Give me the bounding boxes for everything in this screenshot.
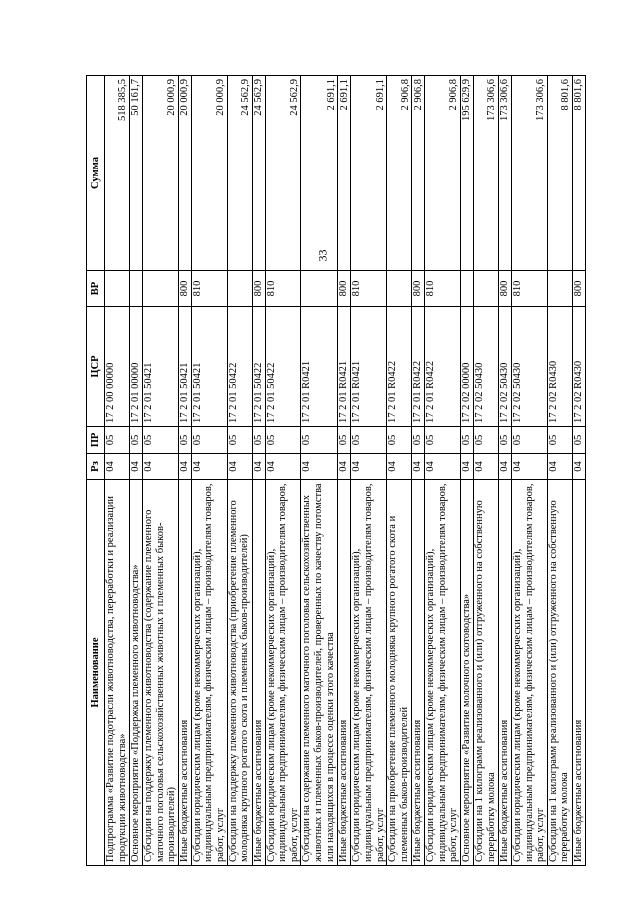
cell-sum: 2 906,8 (425, 76, 461, 271)
cell-vr (547, 271, 572, 307)
cell-vr (130, 271, 143, 307)
cell-csr: 17 2 01 R0421 (351, 307, 387, 427)
cell-name: Иные бюджетные ассигнования (252, 480, 265, 866)
cell-csr: 17 2 01 50422 (252, 307, 265, 427)
cell-rz: 04 (351, 454, 387, 480)
cell-name: Субсидии юридическим лицам (кроме некоммерческих организаций), индивидуальным предпринимателям, физическим лицам – производителям товаров, работ, услуг (265, 480, 301, 866)
table-row (460, 76, 473, 866)
table-row (227, 76, 252, 866)
table-row (143, 76, 179, 866)
cell-sum: 195 629,9 (460, 76, 473, 271)
cell-sum: 2 691,1 (301, 76, 338, 271)
budget-table (86, 75, 586, 866)
cell-sum: 24 562,9 (227, 76, 252, 271)
cell-sum: 173 306,6 (498, 76, 511, 271)
cell-pr: 05 (338, 427, 351, 454)
table-row (178, 76, 191, 866)
cell-sum: 2 691,1 (338, 76, 351, 271)
cell-csr: 17 2 01 R0422 (387, 307, 412, 427)
cell-csr: 17 2 01 R0422 (425, 307, 461, 427)
cell-rz: 04 (511, 454, 547, 480)
cell-vr: 800 (498, 271, 511, 307)
cell-name: Субсидии на приобретение племенного молодняка крупного рогатого скота и племенных быков-производителей (387, 480, 412, 866)
cell-name: Иные бюджетные ассигнования (572, 480, 585, 866)
cell-name: Иные бюджетные ассигнования (498, 480, 511, 866)
cell-rz: 04 (178, 454, 191, 480)
cell-pr: 05 (105, 427, 130, 454)
cell-vr: 810 (265, 271, 301, 307)
cell-name: Иные бюджетные ассигнования (412, 480, 425, 866)
table-row (252, 76, 265, 866)
cell-sum: 2 906,8 (387, 76, 412, 271)
cell-name: Субсидии юридическим лицам (кроме некоммерческих организаций), индивидуальным предпринимателям, физическим лицам – производителям товаров, работ, услуг (425, 480, 461, 866)
header-sum: Сумма (87, 76, 105, 271)
table-header-row (87, 76, 105, 866)
cell-pr: 05 (143, 427, 179, 454)
cell-csr: 17 2 01 50421 (143, 307, 179, 427)
cell-rz: 04 (301, 454, 338, 480)
cell-csr: 17 2 01 50422 (227, 307, 252, 427)
cell-rz: 04 (425, 454, 461, 480)
header-vr: ВР (87, 271, 105, 307)
cell-csr: 17 2 01 50421 (178, 307, 191, 427)
cell-rz: 04 (547, 454, 572, 480)
cell-csr: 17 2 00 00000 (105, 307, 130, 427)
cell-pr: 05 (425, 427, 461, 454)
cell-name: Субсидии на 1 килограмм реализованного и (или) отгруженного на собственную переработку молока (547, 480, 572, 866)
table-row (191, 76, 227, 866)
cell-sum: 24 562,9 (252, 76, 265, 271)
cell-rz: 04 (227, 454, 252, 480)
cell-csr: 17 2 01 R0422 (412, 307, 425, 427)
cell-name: Субсидии на 1 килограмм реализованного и (или) отгруженного на собственную переработку молока (473, 480, 498, 866)
cell-pr: 05 (511, 427, 547, 454)
cell-pr: 05 (351, 427, 387, 454)
table-row (265, 76, 301, 866)
cell-sum: 20 000,9 (178, 76, 191, 271)
cell-rz: 04 (460, 454, 473, 480)
table-row (301, 76, 338, 866)
cell-name: Иные бюджетные ассигнования (178, 480, 191, 866)
cell-vr: 800 (252, 271, 265, 307)
cell-csr: 17 2 02 R0430 (572, 307, 585, 427)
cell-pr: 05 (498, 427, 511, 454)
cell-sum: 20 000,9 (143, 76, 179, 271)
cell-pr: 05 (252, 427, 265, 454)
cell-name: Субсидии на поддержку племенного животноводства (приобретение племенного молодняка крупного рогатого скота и племенных быков-производителей) (227, 480, 252, 866)
cell-pr: 05 (130, 427, 143, 454)
cell-sum: 518 385,5 (105, 76, 130, 271)
cell-name: Субсидии на содержание племенного маточного поголовья сельскохозяйственных животных и племенных быков-производителей, проверенных по качеству потомства или находящихся в процессе оценки этого качества (301, 480, 338, 866)
cell-sum: 2 691,1 (351, 76, 387, 271)
cell-vr: 810 (191, 271, 227, 307)
cell-vr: 810 (425, 271, 461, 307)
cell-sum: 8 801,6 (547, 76, 572, 271)
table-body (105, 76, 586, 866)
cell-pr: 05 (572, 427, 585, 454)
table-row (572, 76, 585, 866)
table-row (511, 76, 547, 866)
cell-csr: 17 2 01 00000 (130, 307, 143, 427)
cell-csr: 17 2 01 50421 (191, 307, 227, 427)
cell-rz: 04 (105, 454, 130, 480)
cell-pr: 05 (191, 427, 227, 454)
table-row (351, 76, 387, 866)
table-row (425, 76, 461, 866)
budget-table-container (86, 76, 640, 866)
cell-sum: 50 161,7 (130, 76, 143, 271)
cell-vr (387, 271, 412, 307)
cell-pr: 05 (473, 427, 498, 454)
cell-rz: 04 (338, 454, 351, 480)
cell-name: Субсидии юридическим лицам (кроме некоммерческих организаций), индивидуальным предпринимателям, физическим лицам – производителям товаров, работ, услуг (191, 480, 227, 866)
cell-vr (473, 271, 498, 307)
cell-rz: 04 (252, 454, 265, 480)
cell-rz: 04 (265, 454, 301, 480)
table-row (498, 76, 511, 866)
cell-rz: 04 (143, 454, 179, 480)
cell-pr: 05 (227, 427, 252, 454)
header-name: Наименование (87, 480, 105, 866)
table-row (412, 76, 425, 866)
cell-rz: 04 (473, 454, 498, 480)
cell-pr: 05 (387, 427, 412, 454)
page-number: 33 (315, 249, 330, 262)
cell-rz: 04 (412, 454, 425, 480)
cell-vr: 810 (511, 271, 547, 307)
cell-csr: 17 2 02 00000 (460, 307, 473, 427)
header-rz: Рз (87, 454, 105, 480)
cell-csr: 17 2 02 R0430 (547, 307, 572, 427)
cell-rz: 04 (130, 454, 143, 480)
cell-vr: 800 (412, 271, 425, 307)
cell-rz: 04 (498, 454, 511, 480)
cell-csr: 17 2 01 R0421 (338, 307, 351, 427)
cell-csr: 17 2 01 50422 (265, 307, 301, 427)
cell-csr: 17 2 02 50430 (473, 307, 498, 427)
cell-sum: 20 000,9 (191, 76, 227, 271)
cell-csr: 17 2 02 50430 (498, 307, 511, 427)
cell-sum: 8 801,6 (572, 76, 585, 271)
cell-name: Субсидии юридическим лицам (кроме некоммерческих организаций), индивидуальным предпринимателям, физическим лицам – производителям товаров, работ, услуг (351, 480, 387, 866)
cell-name: Подпрограмма «Развитие подотрасли животноводства, переработки и реализации продукции животноводства» (105, 480, 130, 866)
header-pr: ПР (87, 427, 105, 454)
cell-vr: 800 (338, 271, 351, 307)
table-row (387, 76, 412, 866)
cell-pr: 05 (265, 427, 301, 454)
table-row (338, 76, 351, 866)
cell-vr: 800 (178, 271, 191, 307)
cell-pr: 05 (412, 427, 425, 454)
cell-name: Основное мероприятие «Развитие молочного скотоводства» (460, 480, 473, 866)
cell-vr: 800 (572, 271, 585, 307)
cell-vr: 810 (351, 271, 387, 307)
cell-pr: 05 (178, 427, 191, 454)
cell-vr (460, 271, 473, 307)
cell-name: Иные бюджетные ассигнования (338, 480, 351, 866)
table-row (547, 76, 572, 866)
cell-vr (227, 271, 252, 307)
cell-rz: 04 (572, 454, 585, 480)
cell-sum: 173 306,6 (511, 76, 547, 271)
table-row (105, 76, 130, 866)
table-row (473, 76, 498, 866)
cell-sum: 2 906,8 (412, 76, 425, 271)
cell-sum: 24 562,9 (265, 76, 301, 271)
table-row (130, 76, 143, 866)
cell-vr (143, 271, 179, 307)
header-csr: ЦСР (87, 307, 105, 427)
cell-csr: 17 2 01 R0421 (301, 307, 338, 427)
cell-pr: 05 (547, 427, 572, 454)
cell-rz: 04 (191, 454, 227, 480)
cell-csr: 17 2 02 50430 (511, 307, 547, 427)
cell-name: Субсидии на поддержку племенного животноводства (содержание племенного маточного поголовья сельскохозяйственных животных и племенных быков-производителей) (143, 480, 179, 866)
cell-sum: 173 306,6 (473, 76, 498, 271)
cell-pr: 05 (301, 427, 338, 454)
cell-pr: 05 (460, 427, 473, 454)
cell-name: Субсидии юридическим лицам (кроме некоммерческих организаций), индивидуальным предпринимателям, физическим лицам – производителям товаров, работ, услуг (511, 480, 547, 866)
cell-vr (105, 271, 130, 307)
cell-name: Основное мероприятие «Поддержка племенного животноводства» (130, 480, 143, 866)
cell-vr (301, 271, 338, 307)
cell-rz: 04 (387, 454, 412, 480)
